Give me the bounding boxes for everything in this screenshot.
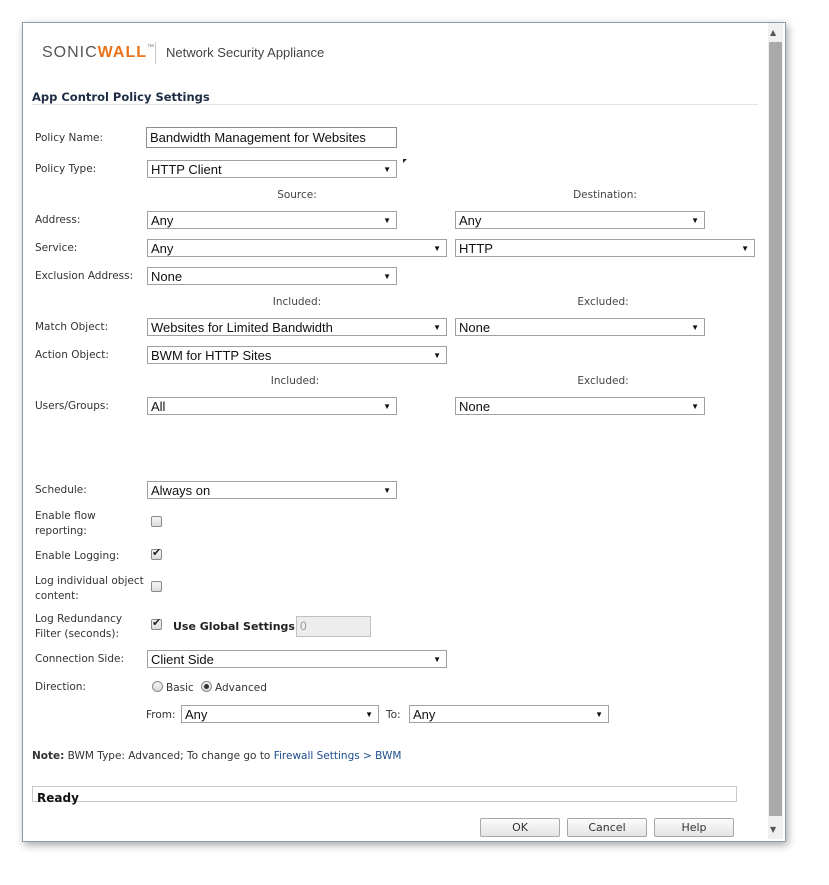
excluded-column-header: Excluded: bbox=[577, 296, 629, 308]
match-object-included-value: Websites for Limited Bandwidth bbox=[151, 320, 333, 335]
flow-reporting-label bbox=[35, 509, 96, 539]
checkmark-icon: ✔ bbox=[152, 546, 162, 559]
dropdown-arrow-icon: ▼ bbox=[741, 244, 749, 253]
status-bar bbox=[32, 786, 737, 805]
users-excluded-select[interactable] bbox=[455, 397, 705, 415]
log-redundancy-label-line1: Log Redundancy bbox=[35, 613, 123, 625]
policy-type-label: Policy Type: bbox=[35, 163, 97, 175]
dropdown-arrow-icon: ▼ bbox=[365, 710, 373, 719]
included-column-header: Included: bbox=[272, 296, 322, 308]
dropdown-arrow-icon: ▼ bbox=[383, 216, 391, 225]
exclusion-address-value: None bbox=[151, 269, 183, 284]
logo-separator bbox=[155, 42, 156, 64]
log-individual-label-line2: content: bbox=[35, 590, 79, 602]
service-destination-value: HTTP bbox=[459, 241, 493, 256]
schedule-label: Schedule: bbox=[35, 484, 87, 496]
note-text: BWM Type: Advanced; To change go to bbox=[64, 750, 274, 762]
dropdown-arrow-icon: ▼ bbox=[595, 710, 603, 719]
log-redundancy-label-line2: Filter (seconds): bbox=[35, 628, 119, 640]
users-included-select[interactable] bbox=[147, 397, 397, 415]
dropdown-arrow-icon: ▼ bbox=[691, 216, 699, 225]
corner-marker-icon bbox=[403, 159, 407, 163]
direction-from-value: Any bbox=[185, 707, 208, 722]
bwm-note bbox=[32, 750, 401, 762]
dropdown-arrow-icon: ▼ bbox=[383, 402, 391, 411]
users-included-value: All bbox=[151, 399, 166, 414]
users-groups-label: Users/Groups: bbox=[35, 400, 109, 412]
connection-side-label: Connection Side: bbox=[35, 653, 124, 665]
flow-reporting-checkbox[interactable] bbox=[151, 516, 162, 527]
firewall-settings-link[interactable]: Firewall Settings > BWM bbox=[273, 750, 402, 762]
checkmark-icon: ✔ bbox=[152, 616, 162, 629]
scroll-up-arrow-icon[interactable]: ▲ bbox=[770, 28, 777, 37]
address-label: Address: bbox=[35, 214, 81, 226]
section-title: App Control Policy Settings bbox=[32, 90, 210, 104]
sonicwall-logo: SONICWALL™ bbox=[42, 44, 155, 61]
direction-to-select[interactable] bbox=[409, 705, 609, 723]
dropdown-arrow-icon: ▼ bbox=[691, 323, 699, 332]
schedule-value: Always on bbox=[151, 483, 211, 498]
address-source-select[interactable] bbox=[147, 211, 397, 229]
address-source-value: Any bbox=[151, 213, 174, 228]
to-label: To: bbox=[386, 709, 401, 721]
from-label: From: bbox=[146, 709, 176, 721]
match-object-label: Match Object: bbox=[35, 321, 109, 333]
exclusion-address-label: Exclusion Address: bbox=[35, 270, 134, 282]
address-destination-select[interactable] bbox=[455, 211, 705, 229]
flow-reporting-label-line1: Enable flow bbox=[35, 510, 96, 522]
direction-basic-label: Basic bbox=[166, 682, 194, 694]
dropdown-arrow-icon: ▼ bbox=[383, 272, 391, 281]
source-column-header: Source: bbox=[277, 189, 317, 201]
dropdown-arrow-icon: ▼ bbox=[433, 351, 441, 360]
service-source-value: Any bbox=[151, 241, 174, 256]
direction-advanced-label: Advanced bbox=[215, 682, 267, 694]
action-object-select[interactable] bbox=[147, 346, 447, 364]
destination-column-header: Destination: bbox=[573, 189, 637, 201]
match-object-included-select[interactable] bbox=[147, 318, 447, 336]
exclusion-address-select[interactable] bbox=[147, 267, 397, 285]
match-object-excluded-select[interactable] bbox=[455, 318, 705, 336]
dropdown-arrow-icon: ▼ bbox=[383, 165, 391, 174]
scroll-down-arrow-icon[interactable]: ▼ bbox=[770, 825, 777, 834]
cancel-button[interactable]: Cancel bbox=[567, 818, 647, 837]
help-button[interactable]: Help bbox=[654, 818, 734, 837]
use-global-settings-label: Use Global Settings bbox=[173, 620, 295, 633]
dropdown-arrow-icon: ▼ bbox=[433, 323, 441, 332]
policy-name-label: Policy Name: bbox=[35, 132, 104, 144]
dropdown-arrow-icon: ▼ bbox=[433, 244, 441, 253]
direction-label: Direction: bbox=[35, 681, 86, 693]
log-individual-label bbox=[35, 574, 144, 604]
enable-logging-checkbox[interactable] bbox=[151, 546, 162, 560]
direction-advanced-radio[interactable] bbox=[201, 681, 212, 692]
address-destination-value: Any bbox=[459, 213, 482, 228]
connection-side-select[interactable] bbox=[147, 650, 447, 668]
service-destination-select[interactable] bbox=[455, 239, 755, 257]
ok-button[interactable]: OK bbox=[480, 818, 560, 837]
section-divider bbox=[32, 104, 758, 105]
log-individual-checkbox[interactable] bbox=[151, 581, 162, 592]
schedule-select[interactable] bbox=[147, 481, 397, 499]
dropdown-arrow-icon: ▼ bbox=[433, 655, 441, 664]
redundancy-seconds-input: 0 bbox=[296, 616, 371, 637]
service-label: Service: bbox=[35, 242, 78, 254]
policy-type-value: HTTP Client bbox=[151, 162, 222, 177]
use-global-settings-checkbox[interactable] bbox=[151, 616, 162, 630]
connection-side-value: Client Side bbox=[151, 652, 214, 667]
direction-basic-radio[interactable] bbox=[152, 681, 163, 692]
enable-logging-label: Enable Logging: bbox=[35, 550, 120, 562]
product-subtitle: Network Security Appliance bbox=[166, 45, 325, 60]
log-redundancy-label bbox=[35, 612, 122, 642]
dropdown-arrow-icon: ▼ bbox=[383, 486, 391, 495]
note-prefix: Note: bbox=[32, 750, 65, 762]
action-object-value: BWM for HTTP Sites bbox=[151, 348, 272, 363]
service-source-select[interactable] bbox=[147, 239, 447, 257]
status-text: Ready bbox=[37, 791, 79, 805]
scrollbar-thumb[interactable] bbox=[769, 42, 782, 816]
users-included-header: Included: bbox=[270, 375, 320, 387]
match-object-excluded-value: None bbox=[459, 320, 491, 335]
users-excluded-header: Excluded: bbox=[577, 375, 629, 387]
dropdown-arrow-icon: ▼ bbox=[691, 402, 699, 411]
direction-from-select[interactable] bbox=[181, 705, 379, 723]
direction-to-value: Any bbox=[413, 707, 436, 722]
flow-reporting-label-line2: reporting: bbox=[35, 525, 87, 537]
action-object-label: Action Object: bbox=[35, 349, 109, 361]
policy-type-select[interactable] bbox=[147, 160, 397, 178]
log-individual-label-line1: Log individual object bbox=[35, 575, 144, 587]
dialog-window bbox=[22, 22, 786, 842]
users-excluded-value: None bbox=[459, 399, 491, 414]
policy-name-input[interactable]: Bandwidth Management for Websites bbox=[146, 127, 397, 148]
